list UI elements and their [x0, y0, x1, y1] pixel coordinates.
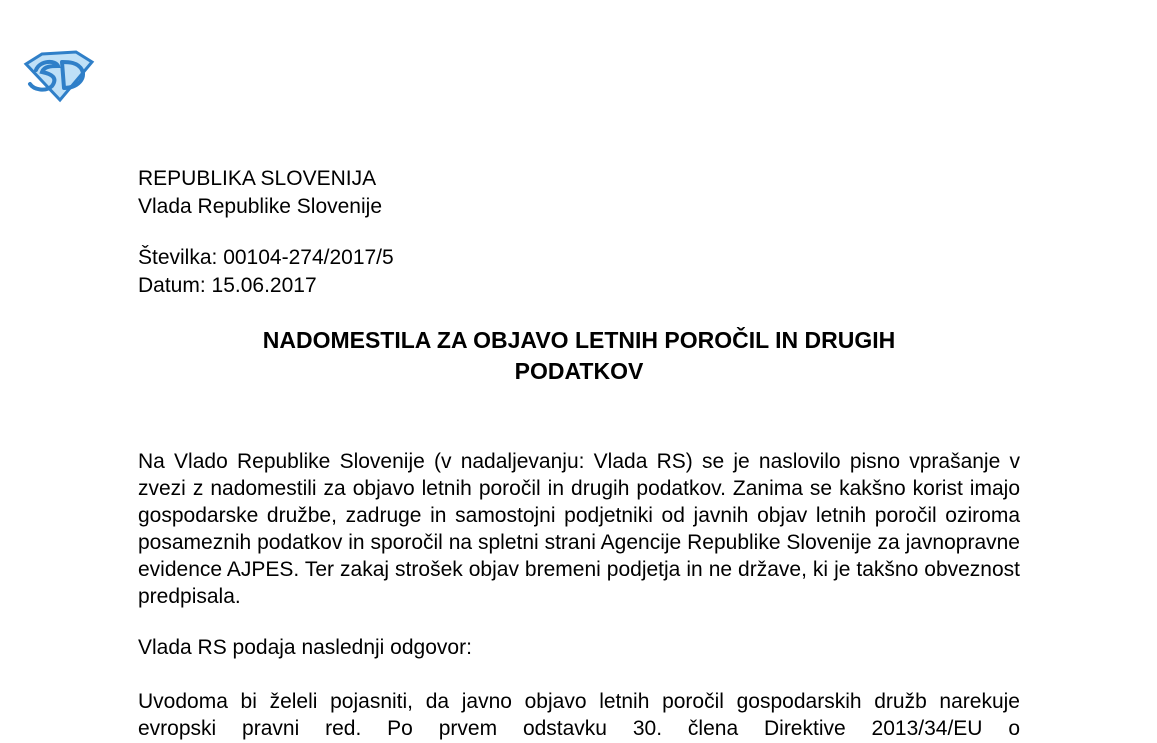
issuer-government: Vlada Republike Slovenije [138, 195, 382, 218]
document-date: Datum: 15.06.2017 [138, 274, 317, 297]
paragraph-question: Na Vlado Republike Slovenije (v nadaljevanju: Vlada RS) se je naslovilo pisno vprašanje v zvezi z nadomestili za objavo letnih poročil in drugih podatkov. Zanima se kakšno korist imajo gospodarske družbe, zadruge in samostojni podjetniki od javnih objav letnih poročil oziroma posameznih podatkov in sporočil na spletni strani Agencije Republike Slovenije za javnopravne evidence AJPES. Ter zakaj strošek objav bremeni podjetja in ne države, ki je takšno obveznost predpisala. [138, 450, 1020, 608]
title-line-1: NADOMESTILA ZA OBJAVO LETNIH POROČIL IN DRUGIH [262, 327, 896, 353]
document-meta [138, 244, 394, 300]
paragraph-answer-intro: Vlada RS podaja naslednji odgovor: [138, 636, 472, 659]
paragraph-answer: Uvodoma bi želeli pojasniti, da javno objavo letnih poročil gospodarskih družb narekuje evropski pravni red. Po prvem odstavku 30. člena Direktive 2013/34/EU o [138, 690, 1020, 740]
issuer-republic: REPUBLIKA SLOVENIJA [138, 167, 377, 190]
issuer-block [138, 165, 382, 221]
document-number: Številka: 00104-274/2017/5 [138, 246, 394, 269]
government-logo-icon [22, 48, 96, 104]
document-title [138, 325, 1020, 387]
title-line-2: PODATKOV [514, 358, 644, 384]
